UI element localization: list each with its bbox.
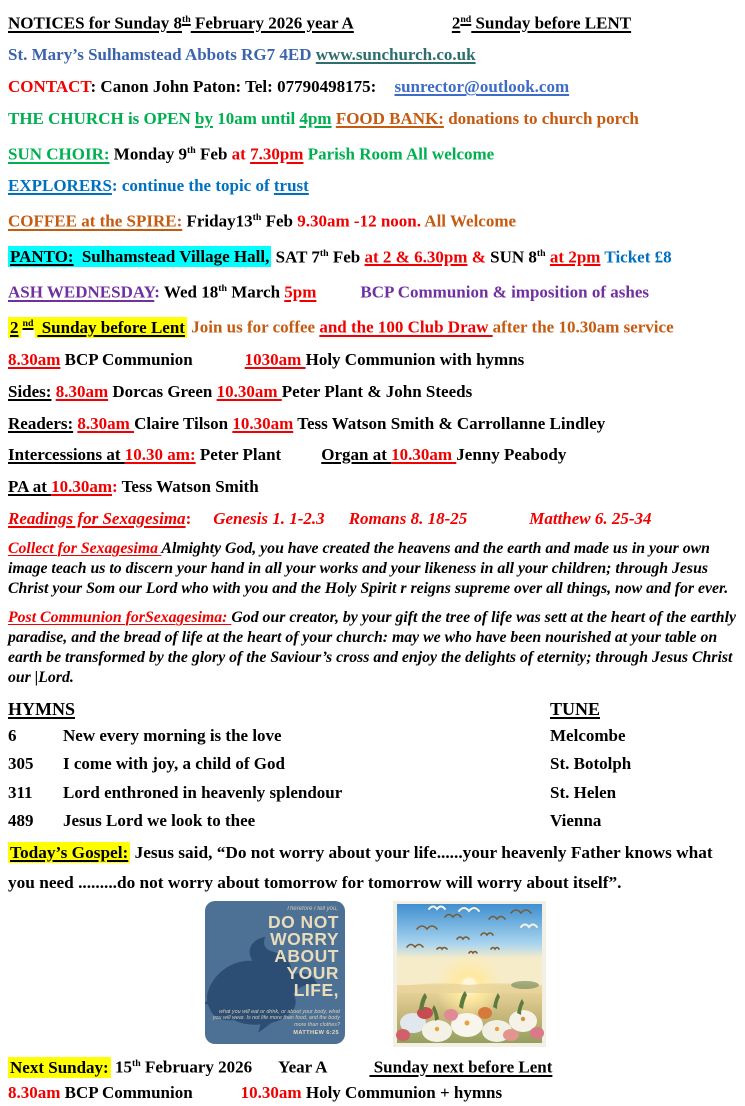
tab-gap [380, 91, 394, 92]
hymn-tune: St. Botolph [550, 754, 632, 774]
text-segment: th [187, 144, 196, 156]
text-segment: All Welcome [421, 211, 517, 231]
text-segment: & [467, 247, 491, 267]
text-segment: after the 10.30am service [492, 318, 674, 338]
text-segment: : [112, 477, 122, 497]
text-segment: th [218, 283, 227, 294]
text-segment: Next Sunday: [10, 1057, 109, 1077]
text-segment: 8.30am [8, 1083, 61, 1103]
notice-line-services-today [8, 344, 737, 376]
text-segment: PA at [8, 477, 52, 497]
text-segment: Feb [328, 247, 365, 267]
text-segment: March [226, 282, 285, 302]
text-segment: Matthew 6. 25-34 [529, 508, 652, 528]
text-segment: : Canon John Paton: Tel: 07790498175: [90, 77, 381, 97]
todays-gospel-paragraph [8, 838, 737, 897]
text-segment: Year A [278, 1057, 328, 1077]
tab-gap [467, 523, 529, 524]
text-segment: PANTO: [10, 247, 74, 267]
text-segment: Sunday before Lent [37, 318, 185, 338]
text-segment: God our creator, by your gift the tree of life was sett at the heart of the earthly paradise, and the bread of life at the heart of your church: may we who have been nourished at your table on earth be transformed by the glory of the Saviour’s cross and enjoy the delights of eternity; through Jesus Christ our |Lord. [8, 608, 736, 686]
text-segment: Sunday before LENT [471, 13, 632, 33]
footer-line-next-sunday [8, 1051, 737, 1080]
poster-scripture-reference: MATTHEW 6:25 [293, 1030, 339, 1037]
notice-line-sun-choir [8, 135, 737, 170]
hymn-number: 6 [8, 725, 17, 745]
hymn-title: Lord enthroned in heavenly splendour [63, 782, 343, 802]
text-segment: 8.30am [55, 381, 109, 401]
poster-main-text [268, 914, 339, 999]
hymn-tune: St. Helen [550, 782, 617, 802]
text-segment: BCP Communion [60, 1083, 193, 1103]
text-segment: Wed 18 [163, 282, 219, 302]
text-segment: Jenny Peabody [456, 445, 567, 465]
text-segment: 10.30am [232, 413, 294, 433]
text-segment: Readers: [8, 413, 74, 433]
tab-gap [354, 28, 452, 29]
text-segment: SAT 7 [271, 247, 320, 267]
notice-line-sides [8, 376, 737, 408]
text-segment: Genesis 1. 1-2.3 [213, 508, 325, 528]
text-segment: : [154, 282, 164, 302]
text-segment: 8.30am [77, 413, 135, 433]
text-segment: SUN 8 [490, 247, 537, 267]
text-segment: : continue the topic of [111, 176, 274, 196]
hymn-title: I come with joy, a child of God [63, 754, 285, 774]
text-segment: Organ at [321, 445, 392, 465]
gospel-images-row [205, 901, 745, 1047]
poster-main-word: WORRY [270, 929, 339, 950]
text-segment: Feb [195, 144, 232, 164]
hymn-number: 311 [8, 782, 33, 802]
hymn-row [8, 779, 737, 808]
notices-section [0, 0, 745, 535]
text-segment: ASH WEDNESDAY [8, 282, 155, 302]
text-segment: Sunday next before Lent [369, 1057, 553, 1077]
tab-gap [316, 297, 360, 298]
hymn-tune: Vienna [550, 811, 602, 831]
text-segment: 8.30am [8, 349, 61, 369]
notice-line-second-sunday [8, 308, 737, 343]
text-segment: FOOD BANK: [335, 109, 444, 129]
text-segment: February 2026 year A [190, 13, 354, 33]
text-segment: SUN CHOIR: [8, 144, 110, 164]
text-segment: Intercessions at [8, 445, 125, 465]
tab-gap [191, 523, 213, 524]
hymn-row [8, 750, 737, 779]
text-segment: Join us for coffee [186, 318, 320, 338]
notice-line-church-open [8, 103, 737, 135]
tab-gap [325, 523, 349, 524]
text-segment: Post Communion forSexagesima: [8, 608, 232, 626]
text-segment: trust [273, 176, 309, 196]
text-segment: THE CHURCH is OPEN [8, 109, 196, 129]
text-segment: Parish Room All welcome [303, 144, 495, 164]
text-segment: at [231, 144, 251, 164]
hymn-title: Jesus Lord we look to thee [63, 811, 256, 831]
text-segment: St. Mary’s Sulhamstead Abbots RG7 4ED [8, 45, 316, 65]
text-segment: 1030am [244, 349, 306, 369]
poster-small-text: what you will eat or drink, or about your body, what you will wear. Is not life more than food, and the body more than clothes? [212, 1008, 340, 1028]
text-segment: Tess Watson Smith & Carrollanne Lindley [293, 413, 606, 433]
text-segment: Romans 8. 18-25 [348, 508, 468, 528]
notice-line-coffee-spire [8, 202, 737, 237]
text-segment: th [319, 247, 329, 259]
text-segment: 2 [451, 13, 461, 33]
text-segment: at 2 & 6.30pm [364, 247, 468, 267]
text-segment: Peter Plant [195, 445, 282, 465]
text-segment: th [536, 247, 546, 259]
text-segment: Sides: [8, 381, 52, 401]
hymns-column-header: HYMNS [8, 698, 75, 719]
text-segment: 7.30pm [250, 144, 304, 164]
text-segment: Jesus said, “Do not worry about your life......your heavenly Father knows what you need .........do not worry about tomorrow for tomorrow will worry about itself”. [8, 843, 713, 892]
text-segment: nd [22, 318, 34, 330]
notice-line-explorers [8, 170, 737, 202]
text-segment: 2 [10, 318, 19, 338]
do-not-worry-poster-image [205, 901, 345, 1044]
notice-line-contact [8, 71, 737, 103]
email-link[interactable]: sunrector@outlook.com [394, 77, 570, 97]
tune-column-header: TUNE [550, 698, 601, 719]
text-segment: Almighty God, you have created the heavens and the earth and made us in your own image teach us to discern your hand in all your works and your likeness in all your children; through Jesus Christ your Som our Lord who with you and the Holy Spirit r reigns supreme over all things, now and for ever. [8, 539, 729, 597]
text-segment: 10.30am [216, 381, 282, 401]
poster-main-word: DO NOT [267, 912, 339, 933]
notice-line-readings [8, 503, 737, 535]
tab-gap [193, 1097, 241, 1098]
watercolor-scene [393, 901, 546, 1047]
text-segment: 10.30am [391, 445, 457, 465]
hymn-tune: Melcombe [550, 725, 626, 745]
poster-top-caption: Therefore I tell you, [286, 906, 338, 913]
text-segment: 15 [110, 1057, 132, 1077]
hymns-section [8, 696, 737, 836]
hymn-title: New every morning is the love [63, 725, 282, 745]
footer-line-services [8, 1080, 737, 1106]
notice-line-title [8, 4, 737, 39]
text-segment: COFFEE at the SPIRE: [8, 211, 183, 231]
text-segment: Monday 9 [109, 144, 188, 164]
notice-line-pa [8, 471, 737, 503]
sunrise-field-watercolor-image [393, 901, 546, 1047]
hymn-row [8, 722, 737, 751]
text-segment: 10.30am [51, 477, 113, 497]
text-segment: 10am until [213, 109, 300, 129]
hymn-row [8, 807, 737, 836]
notice-line-readers [8, 408, 737, 440]
text-segment: Collect for Sexagesima [8, 539, 162, 557]
hymns-header-row [8, 696, 737, 722]
text-segment: 9.30am -12 noon. [297, 211, 421, 231]
text-segment: Friday13 [182, 211, 253, 231]
text-segment: th [182, 14, 191, 25]
notice-line-intercessions-organ [8, 439, 737, 471]
text-segment: Dorcas Green [108, 381, 217, 401]
text-segment: th [252, 212, 262, 224]
text-segment: Sulhamstead Village Hall, [77, 247, 270, 267]
text-segment: by [195, 109, 213, 129]
text-segment: Holy Communion with hymns [305, 349, 525, 369]
poster-main-word: LIFE, [293, 980, 339, 1001]
text-segment: 5pm [284, 282, 317, 302]
text-segment: 10.30 am: [124, 445, 196, 465]
text-segment: : [185, 508, 192, 528]
website-link[interactable]: www.sunchurch.co.uk [315, 45, 476, 65]
text-segment: Today’s Gospel: [10, 843, 129, 863]
poster-main-word: YOUR [286, 963, 339, 984]
notice-line-ash-wednesday [8, 273, 737, 308]
text-segment: Holy Communion + hymns [301, 1083, 503, 1103]
text-segment: Feb [261, 211, 298, 231]
poster-main-word: ABOUT [274, 946, 339, 967]
text-segment: CONTACT [8, 77, 91, 97]
text-segment: BCP Communion & imposition of ashes [360, 282, 649, 302]
text-segment: and the 100 Club Draw [319, 318, 493, 338]
text-segment: Peter Plant & John Steeds [281, 381, 473, 401]
notice-line-panto [8, 238, 737, 273]
text-segment: at 2pm [549, 247, 601, 267]
next-sunday-section [8, 1051, 737, 1106]
collect-paragraph [8, 539, 737, 599]
post-communion-paragraph [8, 608, 737, 688]
tab-gap [281, 459, 321, 460]
text-segment: donations to church porch [443, 109, 639, 129]
text-segment: Tess Watson Smith [121, 477, 259, 497]
hymn-number: 489 [8, 811, 34, 831]
text-segment: BCP Communion [60, 349, 193, 369]
text-segment: th [131, 1058, 141, 1070]
text-segment: NOTICES for Sunday 8 [8, 13, 182, 33]
text-segment: 4pm [299, 109, 332, 129]
text-segment: EXPLORERS [8, 176, 112, 196]
text-segment: 10.30am [240, 1083, 302, 1103]
text-segment: Ticket £8 [604, 247, 672, 267]
hymn-number: 305 [8, 754, 34, 774]
notice-line-address [8, 39, 737, 71]
text-segment: nd [460, 14, 472, 25]
text-segment: Readings for Sexagesima [8, 508, 186, 528]
hymn-list [8, 722, 737, 836]
tab-gap [193, 364, 245, 365]
text-segment: February 2026 [140, 1057, 253, 1077]
text-segment: Claire Tilson [134, 413, 233, 433]
